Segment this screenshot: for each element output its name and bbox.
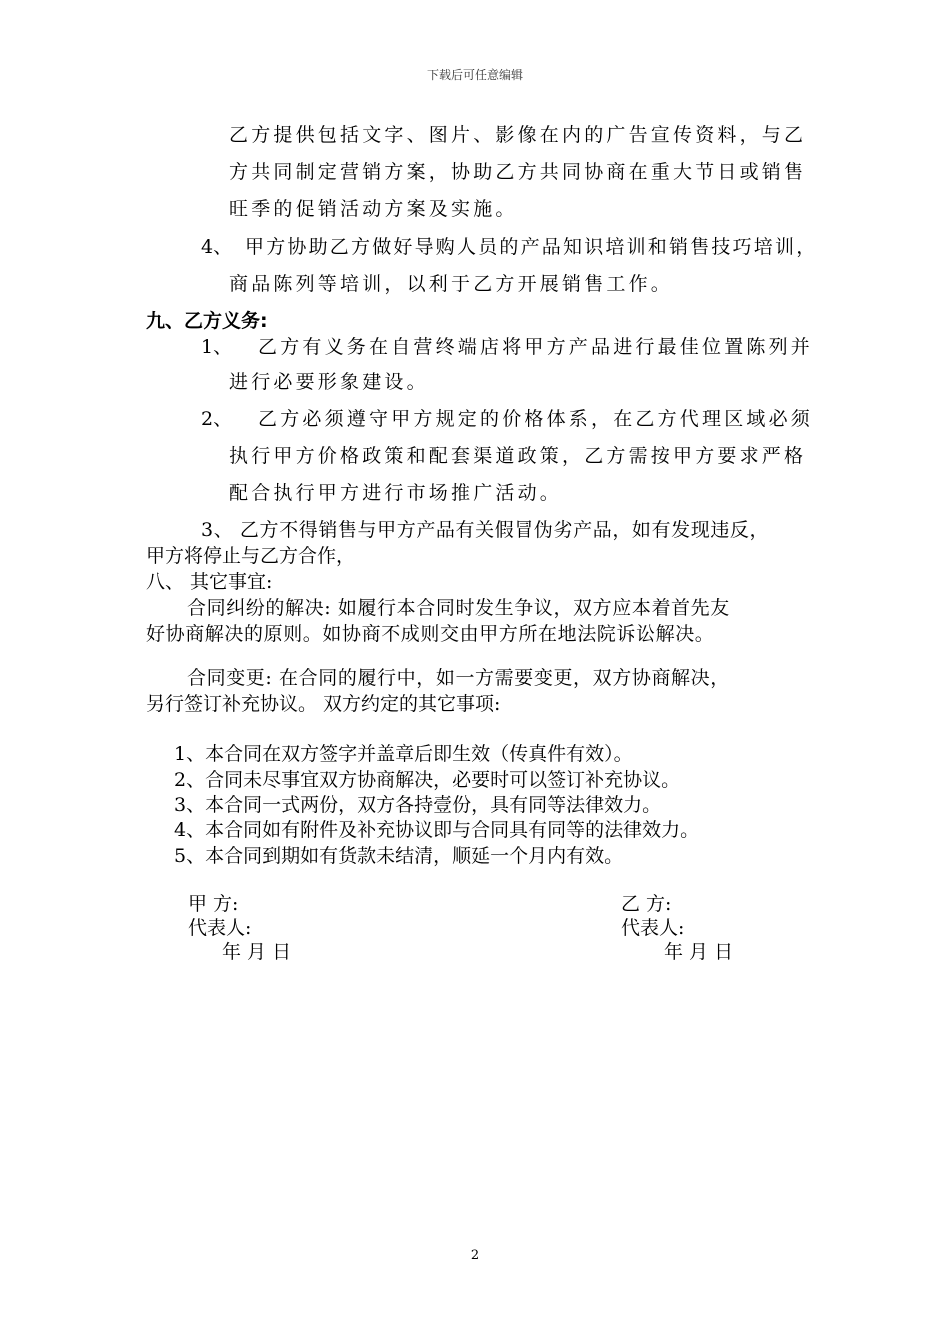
- section-title: 九、乙方义务:: [146, 310, 268, 332]
- party-a-rep-label: 代表人:: [188, 917, 252, 939]
- item-text: 3、 乙方不得销售与甲方产品有关假冒伪劣产品，如有发现违反，: [201, 519, 770, 541]
- section-title: 八、 其它事宜:: [146, 571, 273, 593]
- item-text: 甲方协助乙方做好导购人员的产品知识培训和销售技巧培训，: [245, 236, 818, 258]
- list-item: 2、合同未尽事宜双方协商解决，必要时可以签订补充协议。: [174, 769, 681, 791]
- para-line: 方共同制定营销方案，协助乙方共同协商在重大节日或销售: [229, 161, 807, 183]
- list-item: 5、本合同到期如有货款未结清，顺延一个月内有效。: [174, 845, 624, 867]
- page-header: 下载后可任意编辑: [426, 68, 523, 82]
- item-number: 1、: [201, 336, 233, 358]
- list-item: 1、本合同在双方签字并盖章后即生效（传真件有效）。: [174, 743, 633, 765]
- item-text: 乙方有义务在自营终端店将甲方产品进行最佳位置陈列并: [258, 336, 814, 358]
- item-text: 进行必要形象建设。: [229, 371, 429, 393]
- list-item: 3、本合同一式两份，双方各持壹份，具有同等法律效力。: [174, 794, 662, 816]
- para-line: 乙方提供包括文字、图片、影像在内的广告宣传资料，与乙: [229, 124, 807, 146]
- list-item: 4、本合同如有附件及补充协议即与合同具有同等的法律效力。: [174, 819, 700, 841]
- party-b-date: 年 月 日: [664, 941, 734, 963]
- item-number: 2、: [201, 408, 233, 430]
- party-a-label: 甲 方:: [188, 893, 239, 915]
- page-number: 2: [470, 1248, 480, 1263]
- item-text: 甲方将停止与乙方合作，: [146, 545, 356, 567]
- item-number: 4、: [201, 236, 233, 258]
- party-a-date: 年 月 日: [222, 941, 292, 963]
- para-line: 合同变更: 在合同的履行中，如一方需要变更，双方协商解决，: [187, 667, 730, 689]
- party-b-rep-label: 代表人:: [621, 917, 685, 939]
- para-line: 旺季的促销活动方案及实施。: [229, 198, 518, 220]
- item-text: 执行甲方价格政策和配套渠道政策，乙方需按甲方要求严格: [229, 445, 807, 467]
- party-b-label: 乙 方:: [621, 893, 672, 915]
- para-line: 合同纠纷的解决: 如履行本合同时发生争议，双方应本着首先友: [187, 597, 730, 619]
- item-text: 商品陈列等培训，以利于乙方开展销售工作。: [229, 273, 674, 295]
- para-line: 好协商解决的原则。如协商不成则交由甲方所在地法院诉讼解决。: [146, 623, 715, 645]
- item-text: 乙方必须遵守甲方规定的价格体系，在乙方代理区域必须: [258, 408, 814, 430]
- para-line: 另行签订补充协议。 双方约定的其它事项:: [146, 693, 501, 715]
- item-text: 配合执行甲方进行市场推广活动。: [229, 482, 563, 504]
